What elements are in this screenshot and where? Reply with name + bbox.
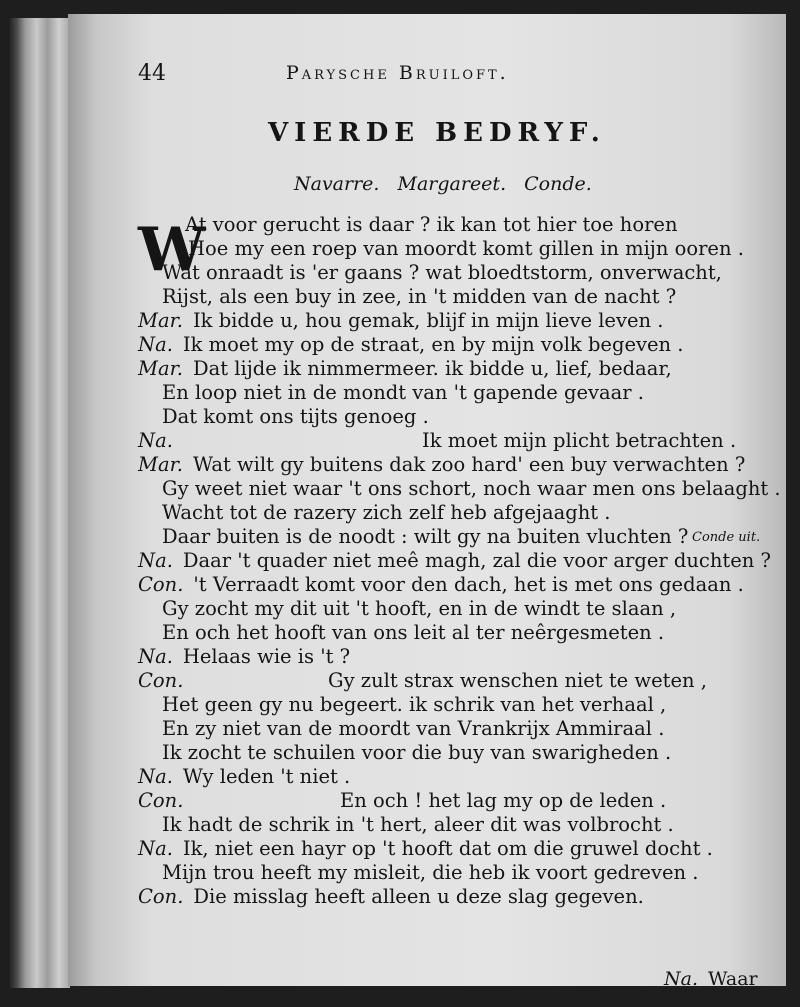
verse-line: Na. Ik moet my op de straat, en by mijn volk begeven . xyxy=(138,333,684,356)
verse-line: Mar. Ik bidde u, hou gemak, blijf in mijn lieve leven . xyxy=(138,309,664,332)
speaker-list: Navarre. Margareet. Conde. xyxy=(294,173,592,195)
speaker-tag: Na. xyxy=(138,837,173,860)
verse-line: Het geen gy nu begeert. ik schrik van het verhaal , xyxy=(162,693,667,716)
book-page xyxy=(68,14,786,990)
catchword xyxy=(664,968,758,990)
book-fore-edge xyxy=(8,18,70,988)
drop-cap: W xyxy=(138,215,206,285)
page-number: 44 xyxy=(138,61,166,86)
verse-line: Ik zocht te schuilen voor die buy van swarigheden . xyxy=(162,741,672,764)
verse-line: Daar buiten is de noodt : wilt gy na buiten vluchten ? xyxy=(162,525,689,548)
speaker-tag: Mar. xyxy=(138,357,183,380)
verse-line: Rijst, als een buy in zee, in 't midden van de nacht ? xyxy=(162,285,677,308)
catchword-text: Waar xyxy=(708,968,758,990)
stage-direction: Conde uit. xyxy=(692,530,761,545)
running-head: Parysche Bruiloft. xyxy=(286,62,509,84)
verse-line: Wat onraadt is 'er gaans ? wat bloedtstorm, onverwacht, xyxy=(162,261,722,284)
verse-line: Na. Ik moet mijn plicht betrachten . xyxy=(138,429,737,452)
verse-line: En zy niet van de moordt van Vrankrijx Ammiraal . xyxy=(162,717,665,740)
speaker-tag: Na. xyxy=(138,765,173,788)
act-title: VIERDE BEDRYF. xyxy=(268,118,606,148)
verse-line: Gy zocht my dit uit 't hooft, en in de windt te slaan , xyxy=(162,597,677,620)
verse-line: Wacht tot de razery zich zelf heb afgejaaght . xyxy=(162,501,611,524)
verse-line: Hoe my een roep van moordt komt gillen in mijn ooren . xyxy=(188,237,744,260)
speaker-tag: Con. xyxy=(138,573,184,596)
verse-line: Na. Wy leden 't niet . xyxy=(138,765,351,788)
verse-line: Gy weet niet waar 't ons schort, noch waar men ons belaaght . xyxy=(162,477,781,500)
verse-line: At voor gerucht is daar ? ik kan tot hier toe horen xyxy=(185,213,678,236)
verse-line: Dat komt ons tijts genoeg . xyxy=(162,405,429,428)
verse-line: Mar. Wat wilt gy buitens dak zoo hard' een buy verwachten ? xyxy=(138,453,746,476)
verse-line: En loop niet in de mondt van 't gapende gevaar . xyxy=(162,381,644,404)
catchword-speaker: Na. xyxy=(664,968,698,990)
verse-line: Na. Ik, niet een hayr op 't hooft dat om die gruwel docht . xyxy=(138,837,713,860)
verse-line: Con. Die misslag heeft alleen u deze slag gegeven. xyxy=(138,885,644,908)
speaker-tag: Mar. xyxy=(138,309,183,332)
speaker-tag: Mar. xyxy=(138,453,183,476)
speaker-tag: Con. xyxy=(138,789,184,812)
speaker-tag: Con. xyxy=(138,669,184,692)
speaker-tag: Na. xyxy=(138,429,173,452)
verse-line: Na. Daar 't quader niet meê magh, zal die voor arger duchten ? xyxy=(138,549,772,572)
speaker-tag: Na. xyxy=(138,549,173,572)
speaker-tag: Con. xyxy=(138,885,184,908)
verse-line: Con. Gy zult strax wenschen niet te weten , xyxy=(138,669,707,692)
verse-line: Ik hadt de schrik in 't hert, aleer dit was volbrocht . xyxy=(162,813,674,836)
verse-line: Na. Helaas wie is 't ? xyxy=(138,645,351,668)
speaker-tag: Na. xyxy=(138,645,173,668)
verse-line: Mijn trou heeft my misleit, die heb ik voort gedreven . xyxy=(162,861,699,884)
verse-line: Con. 't Verraadt komt voor den dach, het is met ons gedaan . xyxy=(138,573,744,596)
speaker-tag: Na. xyxy=(138,333,173,356)
verse-line: Mar. Dat lijde ik nimmermeer. ik bidde u, lief, bedaar, xyxy=(138,357,672,380)
verse-line: En och het hooft van ons leit al ter neêrgesmeten . xyxy=(162,621,665,644)
verse-line: Con. En och ! het lag my op de leden . xyxy=(138,789,667,812)
